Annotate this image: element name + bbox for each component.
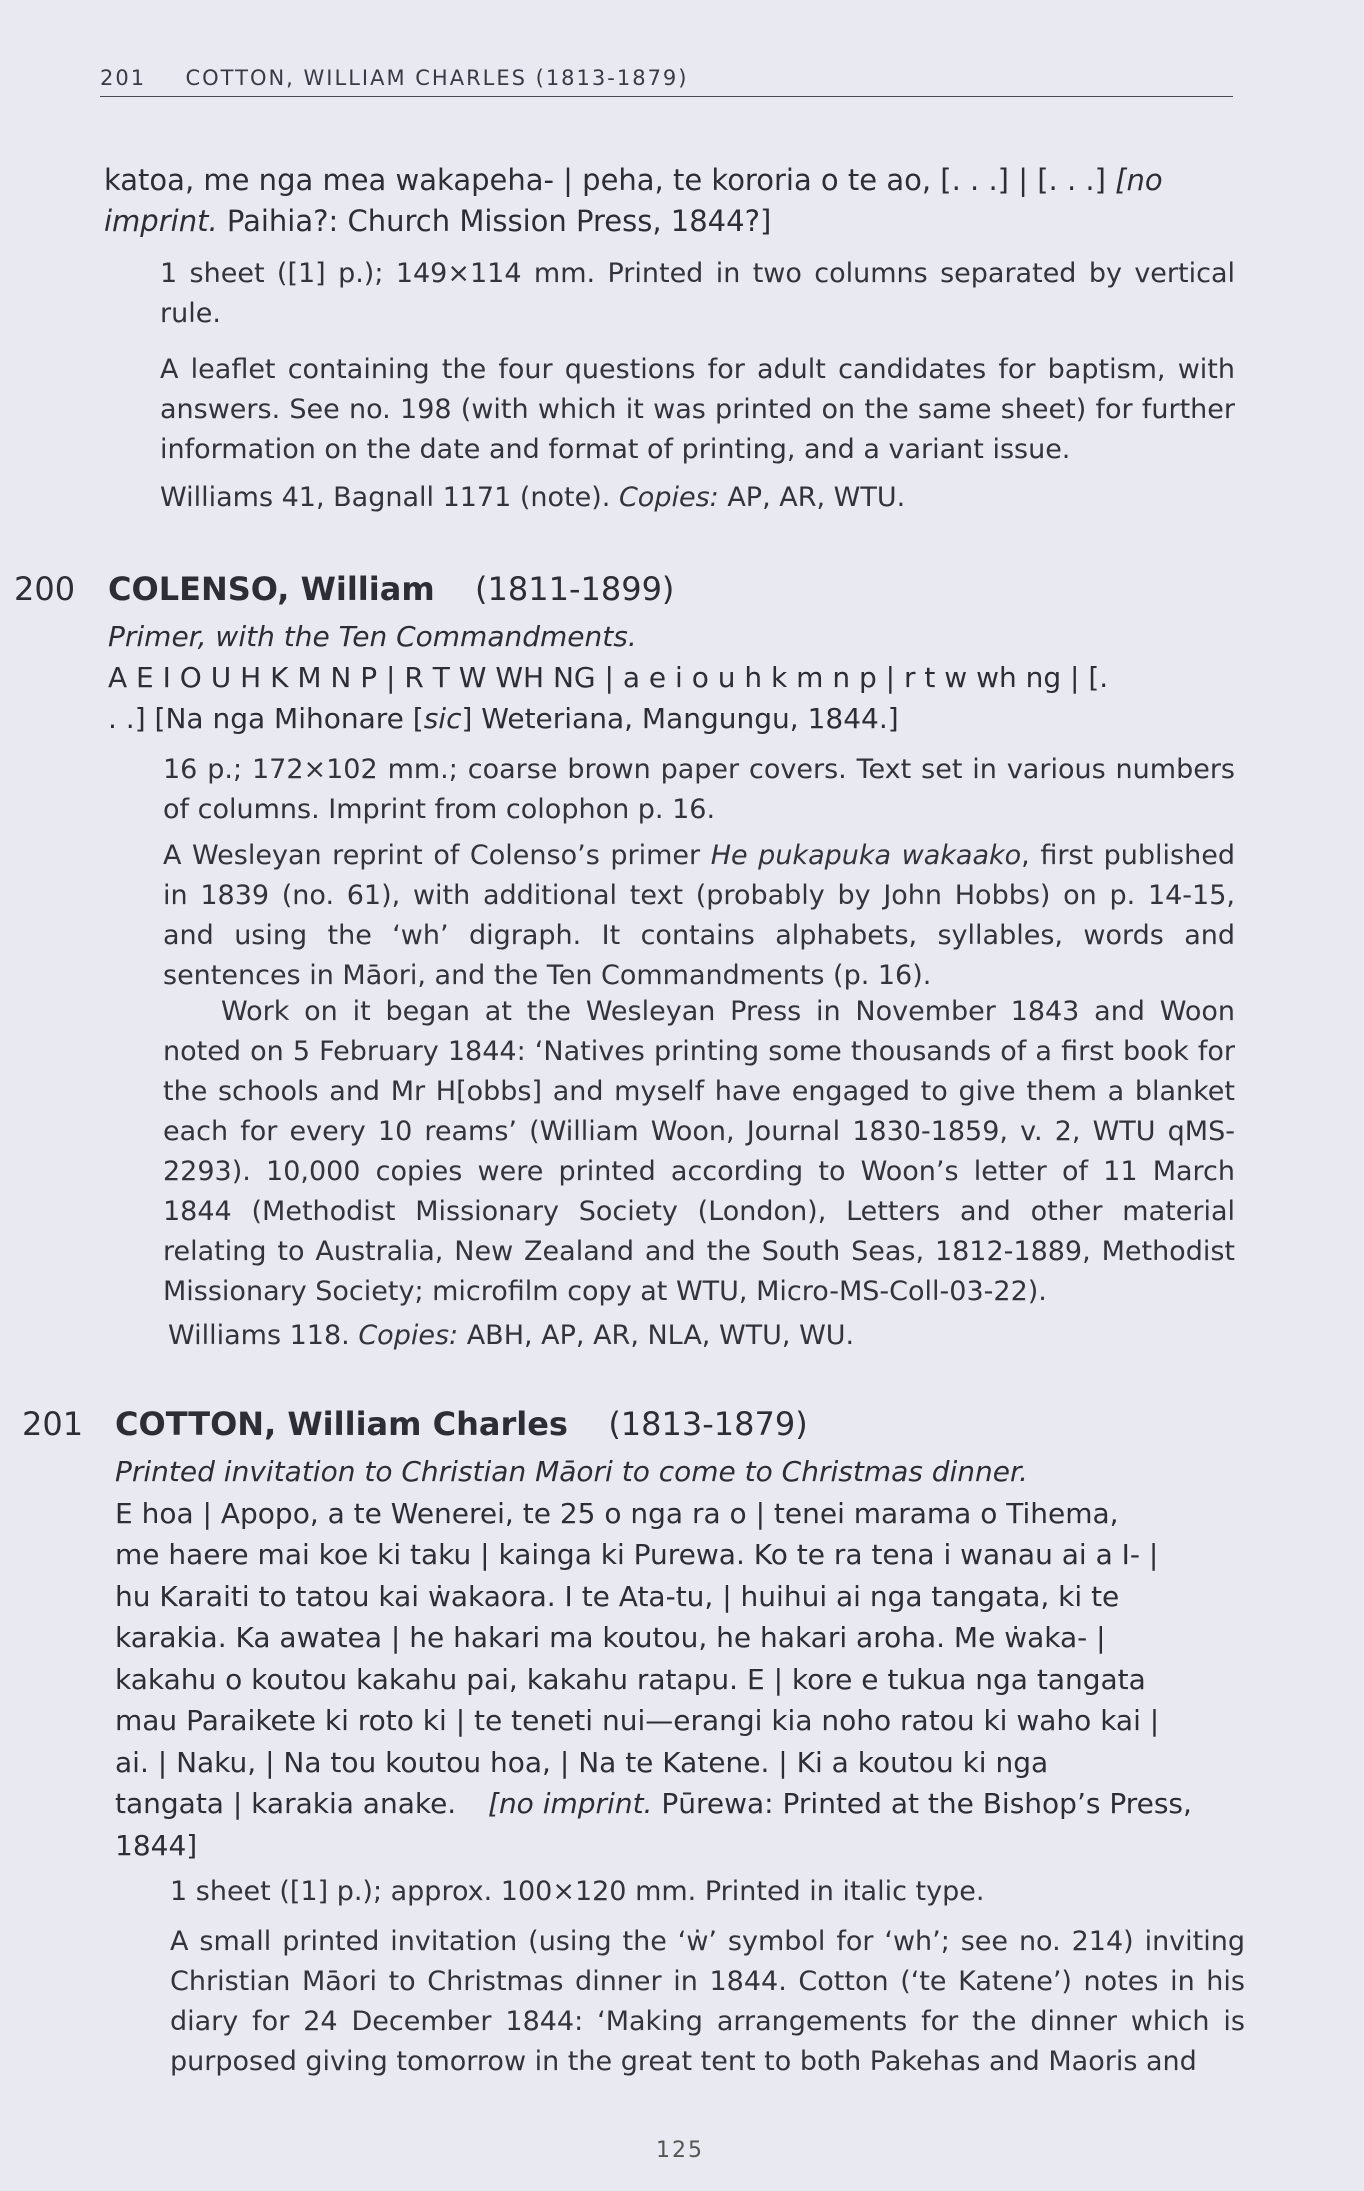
entry-199-refs	[160, 478, 1235, 518]
entry-number: 201	[22, 1405, 84, 1443]
entry-199-transcription	[104, 160, 1214, 242]
copies-list: AP, AR, WTU.	[718, 482, 906, 513]
header-text: COTTON, WILLIAM CHARLES (1813-1879)	[185, 66, 689, 90]
references: Williams 41, Bagnall 1171 (note).	[160, 482, 611, 513]
author-name: COLENSO, William	[108, 570, 435, 608]
imprint-italic: [no imprint.	[488, 1787, 653, 1820]
entry-200-note-1	[163, 836, 1235, 996]
references: Williams 118.	[168, 1320, 350, 1351]
copies-label: Copies:	[358, 1320, 459, 1351]
note-text: , first published in 1839 (no. 61), with additional text (probably by John Hobbs) on p. 14-15, and using the ‘wh’ digraph. It contains alphabets, syllables, words and sentences in Māori, and the Ten Commandments (p. 16).	[163, 840, 1235, 991]
entry-number: 200	[14, 570, 76, 608]
imprint-italic: imprint.	[104, 204, 218, 238]
page-number: 125	[656, 2138, 704, 2163]
copies-label: Copies:	[618, 482, 719, 513]
entry-title: Printed invitation to Christian Māori to come to Christmas dinner.	[115, 1455, 1028, 1488]
transcription-line: . .] [Na nga Mihonare [	[108, 702, 424, 735]
entry-heading	[115, 1405, 808, 1443]
imprint-text: ] Weteriana, Mangungu, 1844.]	[461, 702, 899, 735]
entry-title: Primer, with the Ten Commandments.	[108, 620, 637, 653]
entry-201-title-block	[115, 1451, 1245, 1866]
note-paragraph: Work on it began at the Wesleyan Press in November 1843 and Woon noted on 5 February 1844: ‘Natives printing some thousands of a first book for the schools and Mr H[obbs] and myself have engaged to give them a blanket each for every 10 reams’ (William Woon, Journal 1830-1859, v. 2, WTU qMS-2293). 10,000 copies were printed according to Woon’s letter of 11 March 1844 (Methodist Missionary Society (London), Letters and other material relating to Australia, New Zealand and the South Seas, 1812-1889, Methodist Missionary Society; microfilm copy at WTU, Micro-MS-Coll-03-22).	[163, 996, 1235, 1307]
entry-199-note	[160, 350, 1235, 470]
transcription-line: mau Paraikete ki roto ki | te teneti nui—erangi kia noho ratou ki waho kai |	[115, 1704, 1160, 1737]
sic-mark: sic	[423, 702, 462, 735]
imprint-text: Pūrewa: Printed at the Bishop’s Press,	[652, 1787, 1192, 1820]
imprint-year: 1844]	[115, 1828, 198, 1862]
physical-description: 1 sheet ([1] p.); approx. 100×120 mm. Printed in italic type.	[170, 1876, 985, 1907]
header-page-number: 201	[100, 66, 147, 90]
physical-description: 16 p.; 172×102 mm.; coarse brown paper covers. Text set in various numbers of columns. Imprint from colophon p. 16.	[163, 754, 1235, 825]
running-header	[100, 66, 1233, 97]
transcription-line: hu Karaiti to tatou kai ẇakaora. I te Ata-tu, | huihui ai nga tangata, ki te	[115, 1579, 1120, 1613]
entry-201-physical	[170, 1872, 1245, 1912]
entry-200-note-2	[163, 992, 1235, 1312]
imprint-italic: [no	[1115, 163, 1163, 197]
entry-200-title-block	[108, 616, 1238, 739]
author-name: COTTON, William Charles	[115, 1405, 568, 1443]
copies-list: ABH, AP, AR, NLA, WTU, WU.	[458, 1320, 855, 1351]
note-paragraph: A small printed invitation (using the ‘ẇ’ symbol for ‘wh’; see no. 214) inviting Christian Māori to Christmas dinner in 1844. Cotton (‘te Katene’) notes in his diary for 24 December 1844: ‘Making arrangements for the dinner which is purposed giving tomorrow in the great tent to both Pakehas and Maoris and	[170, 1926, 1245, 2077]
entry-200-physical	[163, 750, 1235, 830]
transcription-line: ai. | Naku, | Na tou koutou hoa, | Na te Katene. | Ki a koutou ki nga	[115, 1745, 1049, 1779]
transcription-line: E hoa | Apopo, a te Wenerei, te 25 o nga ra o | tenei marama o Tihema,	[115, 1496, 1119, 1530]
physical-description: 1 sheet ([1] p.); 149×114 mm. Printed in two columns separated by vertical rule.	[160, 258, 1235, 329]
entry-201-note	[170, 1922, 1245, 2082]
entry-200-refs	[168, 1316, 1240, 1356]
transcription-line: tangata | karakia anake.	[115, 1787, 457, 1820]
transcription-line: kakahu o koutou kakahu pai, kakahu ratapu. E | kore e tukua nga tangata	[115, 1662, 1146, 1696]
author-dates: (1813-1879)	[608, 1405, 808, 1443]
entry-heading	[108, 570, 674, 608]
transcription-line: me haere mai koe ki taku | kainga ki Purewa. Ko te ra tena i wanau ai a I- |	[115, 1538, 1159, 1571]
transcription-line: A E I O U H K M N P | R T W WH NG | a e i o u h k m n p | r t w wh ng | [.	[108, 661, 1109, 694]
entry-199-physical	[160, 254, 1235, 334]
transcription-line: katoa, me nga mea wakapeha- | peha, te kororia o te ao, [. . .] | [. . .]	[104, 163, 1106, 197]
note-paragraph: A leaflet containing the four questions for adult candidates for baptism, with answers. See no. 198 (with which it was printed on the same sheet) for further information on the date and format of printing, and a variant issue.	[160, 354, 1235, 465]
author-dates: (1811-1899)	[475, 570, 675, 608]
note-text: A Wesleyan reprint of Colenso’s primer	[163, 840, 711, 871]
imprint-text: Paihia?: Church Mission Press, 1844?]	[217, 204, 772, 238]
transcription-line: karakia. Ka awatea | he hakari ma koutou, he hakari aroha. Me ẇaka- |	[115, 1621, 1106, 1654]
cited-title: He pukapuka wakaako	[710, 840, 1022, 871]
